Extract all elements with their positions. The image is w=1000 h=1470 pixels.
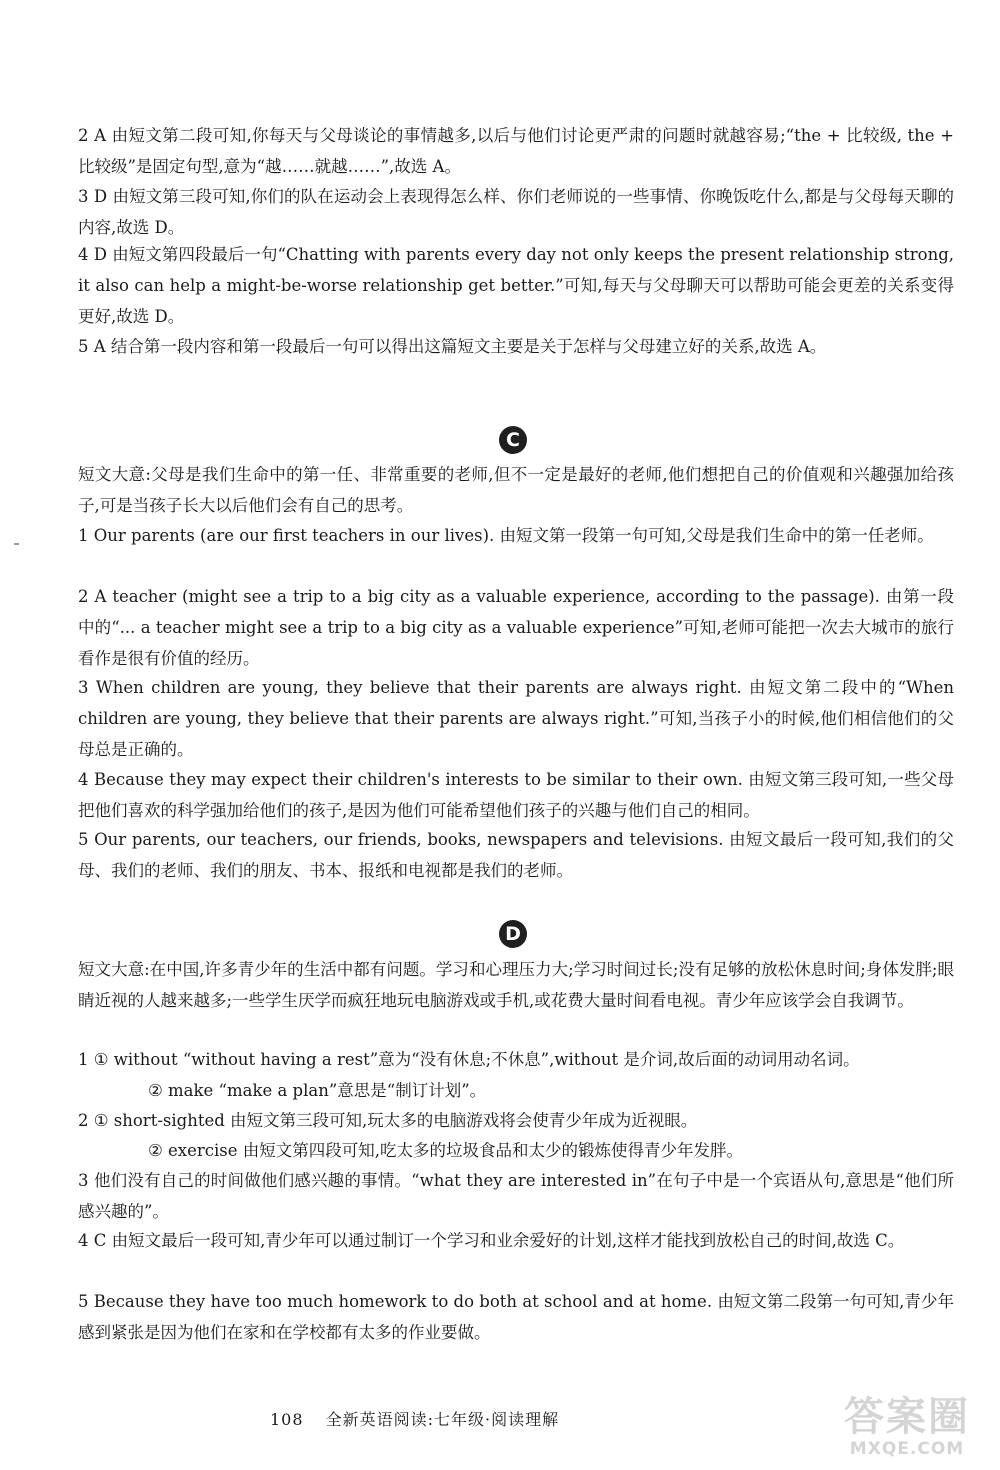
page-number: 108 <box>270 1410 304 1429</box>
answer-d-2a: 2 ① short-sighted 由短文第三段可知,玩太多的电脑游戏将会使青少年成为近视眼。 <box>78 1111 698 1130</box>
answer-d-5: 5 Because they have too much homework to do both at school and at home. 由短文第二段第一句可知,青少年感到紧张是因为他们在家和在学校都有太多的作业要做。 <box>78 1292 954 1342</box>
answer-c-3: 3 When children are young, they believe that their parents are always right. 由短文第二段中的“When children are young, they believe that their parents are always right.”可知,当孩子小的时候,他们相信他们的父母总是正确的。 <box>78 678 954 759</box>
answer-c-4: 4 Because they may expect their children's interests to be similar to their own. 由短文第三段可知,一些父母把他们喜欢的科学强加给他们的孩子,是因为他们可能希望他们孩子的兴趣与他们自己的相同。 <box>78 770 954 820</box>
answer-d-2b: ② exercise 由短文第四段可知,吃太多的垃圾食品和太少的锻炼使得青少年发胖。 <box>148 1141 743 1160</box>
margin-mark <box>14 543 19 545</box>
watermark-bottom-text: MXQE.COM <box>849 1439 965 1459</box>
summary-c: 短文大意:父母是我们生命中的第一任、非常重要的老师,但不一定是最好的老师,他们想把自己的价值观和兴趣强加给孩子,可是当孩子长大以后他们会有自己的思考。 <box>78 465 954 515</box>
answer-d-3: 3 他们没有自己的时间做他们感兴趣的事情。“what they are interested in”在句子中是一个宾语从句,意思是“他们所感兴趣的”。 <box>78 1171 954 1221</box>
answer-b-4: 4 D 由短文第四段最后一句“Chatting with parents every day not only keeps the present relationship strong, it also can help a might-be-worse relationship get better.”可知,每天与父母聊天可以帮助可能会更差的关系变得更好,故选 D。 <box>78 245 954 326</box>
section-c-badge: C <box>499 426 527 454</box>
answer-c-2: 2 A teacher (might see a trip to a big city as a valuable experience, according to the passage). 由第一段中的“... a teacher might see a trip to a big city as a valuable experience”可知,老师可能把一次去大城市的旅行看作是很有价值的经历。 <box>78 587 954 668</box>
answer-d-1a: 1 ① without “without having a rest”意为“没有休息;不休息”,without 是介词,故后面的动词用动名词。 <box>78 1050 860 1069</box>
book-title: 全新英语阅读:七年级·阅读理解 <box>325 1410 560 1429</box>
answer-b-3: 3 D 由短文第三段可知,你们的队在运动会上表现得怎么样、你们老师说的一些事情、你晚饭吃什么,都是与父母每天聊的内容,故选 D。 <box>78 187 954 237</box>
answer-c-5: 5 Our parents, our teachers, our friends, books, newspapers and televisions. 由短文最后一段可知,我们的父母、我们的老师、我们的朋友、书本、报纸和电视都是我们的老师。 <box>78 830 954 880</box>
section-d-badge: D <box>499 920 527 948</box>
summary-d: 短文大意:在中国,许多青少年的生活中都有问题。学习和心理压力大;学习时间过长;没有足够的放松休息时间;身体发胖;眼睛近视的人越来越多;一些学生厌学而疯狂地玩电脑游戏或手机,或花费大量时间看电视。青少年应该学会自我调节。 <box>78 960 954 1010</box>
answer-c-1: 1 Our parents (are our first teachers in our lives). 由短文第一段第一句可知,父母是我们生命中的第一任老师。 <box>78 526 934 545</box>
watermark-top-text: 答案圈 <box>844 1394 970 1440</box>
answer-b-5: 5 A 结合第一段内容和第一段最后一句可以得出这篇短文主要是关于怎样与父母建立好的关系,故选 A。 <box>78 337 827 356</box>
answer-d-1b: ② make “make a plan”意思是“制订计划”。 <box>148 1081 487 1100</box>
page-footer <box>270 1407 559 1430</box>
watermark-logo <box>832 1395 982 1465</box>
answer-d-4: 4 C 由短文最后一段可知,青少年可以通过制订一个学习和业余爱好的计划,这样才能找到放松自己的时间,故选 C。 <box>78 1231 905 1250</box>
answer-b-2: 2 A 由短文第二段可知,你每天与父母谈论的事情越多,以后与他们讨论更严肃的问题时就越容易;“the + 比较级, the + 比较级”是固定句型,意为“越……就越……”,故选 A。 <box>78 126 954 176</box>
